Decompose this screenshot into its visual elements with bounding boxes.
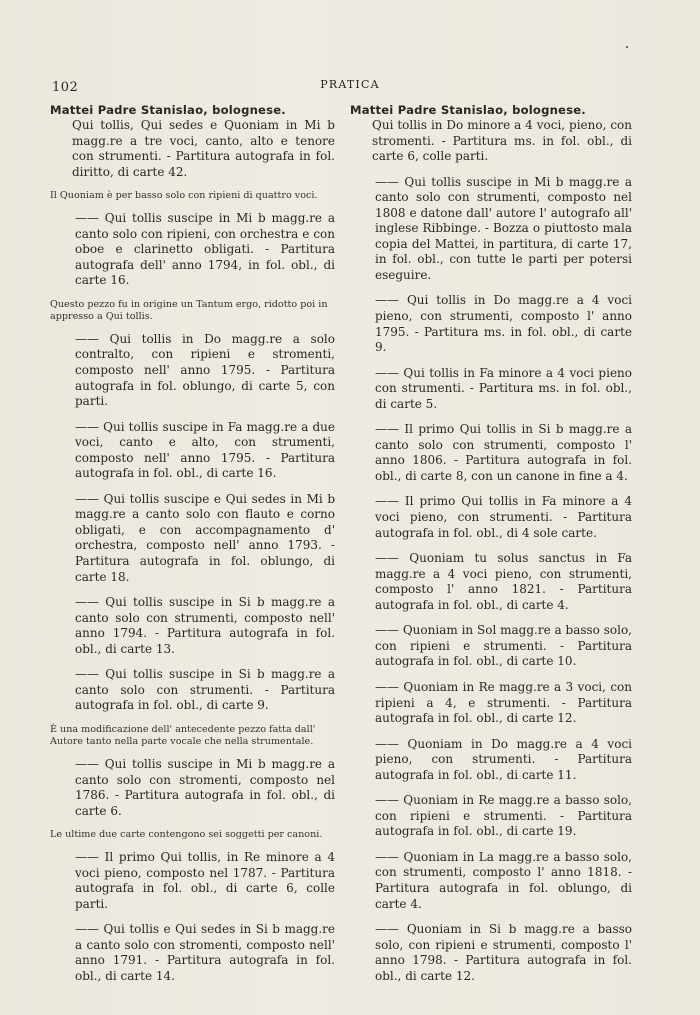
- catalog-entry: [50, 922, 335, 984]
- entry-text: —— Quoniam in Sol magg.re a basso solo, con ripieni e strumenti. - Partitura autografa in fol. obl., di carte 10.: [375, 623, 632, 669]
- catalog-entry: [350, 175, 632, 284]
- right-entry-list: [350, 175, 632, 985]
- entry-text: —— Qui tollis in Do magg.re a solo contralto, con ripieni e stromenti, composto nell' anno 1795. - Partitura autografa in fol. oblungo, di carte 5, con parti.: [75, 331, 335, 409]
- catalog-entry: [50, 757, 335, 819]
- catalog-entry: [350, 623, 632, 670]
- catalog-entry: [50, 667, 335, 714]
- catalog-entry: [350, 793, 632, 840]
- left-entry-list: [50, 211, 335, 984]
- entry-text: —— Qui tollis suscipe e Qui sedes in Mi b magg.re a canto solo con flauto e corno obligati, e con accompagnamento d' orchestra, composto nell' anno 1793. - Partitura autografa in fol. oblungo, di carte 18.: [75, 491, 335, 584]
- entry-text: —— Qui tollis in Fa minore a 4 voci pieno con strumenti. - Partitura ms. in fol. obl., di carte 5.: [375, 365, 632, 411]
- catalog-entry: [50, 420, 335, 482]
- entry-text: —— Quoniam in Re magg.re a basso solo, con ripieni e strumenti. - Partitura autografa in fol. obl., di carte 19.: [375, 793, 632, 839]
- entry-note: Le ultime due carte contengono sei soggetti per canoni.: [50, 829, 323, 841]
- catalog-entry: [350, 850, 632, 912]
- page-number: 102: [52, 80, 79, 95]
- entry-text: Qui tollis in Do minore a 4 voci, pieno, con stromenti. - Partitura ms. in fol. obl., di carte 6, colle parti.: [372, 118, 632, 164]
- composer-heading: Mattei Padre Stanislao, bolognese.: [350, 103, 586, 117]
- entry-text: —— Quoniam in Si b magg.re a basso solo, con ripieni e strumenti, composto l' anno 1798. - Partitura autografa in fol. obl., di carte 12.: [375, 922, 632, 983]
- entry-text: —— Qui tollis e Qui sedes in Si b magg.re a canto solo con stromenti, composto nell' anno 1791. - Partitura autografa in fol. obl., di carte 14.: [75, 922, 335, 983]
- catalog-entry: [50, 595, 335, 657]
- catalog-entry: [350, 551, 632, 613]
- entry-text: —— Il primo Qui tollis in Si b magg.re a canto solo con strumenti, composto l' anno 1806. - Partitura autografa in fol. obl., di carte 8, con un canone in fine a 4.: [375, 422, 632, 483]
- entry-text: —— Qui tollis suscipe in Si b magg.re a canto solo con strumenti, composto nell' anno 1794. - Partitura autografa in fol. obl., di carte 13.: [75, 595, 335, 656]
- running-head: PRATICA: [320, 78, 380, 91]
- entry-text: —— Quoniam in Re magg.re a 3 voci, con ripieni a 4, e strumenti. - Partitura autografa in fol. obl., di carte 12.: [375, 679, 632, 726]
- catalog-entry: [350, 293, 632, 355]
- right-column: [350, 103, 632, 994]
- catalog-entry: [50, 492, 335, 585]
- catalog-entry: [350, 737, 632, 784]
- catalog-entry: [350, 922, 632, 984]
- entry-text: —— Quoniam in La magg.re a basso solo, con strumenti, composto l' anno 1818. - Partitura autografa in fol. oblungo, di carte 4.: [375, 849, 632, 911]
- catalog-entry: [350, 680, 632, 727]
- catalog-entry: [50, 103, 335, 180]
- catalog-entry: [50, 850, 335, 912]
- catalog-entry: [50, 211, 335, 289]
- entry-note: Il Quoniam è per basso solo con ripieni di quattro voci.: [50, 190, 318, 202]
- catalog-entry: [350, 422, 632, 484]
- entry-text: —— Quoniam in Do magg.re a 4 voci pieno, con strumenti. - Partitura autografa in fol. obl., di carte 11.: [375, 736, 632, 782]
- entry-text: Qui tollis, Qui sedes e Quoniam in Mi b magg.re a tre voci, canto, alto e tenore con strumenti. - Partitura autografa in fol. diritto, di carte 42.: [72, 118, 335, 179]
- page-speck: [626, 46, 628, 48]
- entry-text: —— Qui tollis suscipe in Mi b magg.re a canto solo con ripieni, con orchestra e con oboe e clarinetto obligati. - Partitura autografa dell' anno 1794, in fol. obl., di carte 16.: [75, 211, 335, 288]
- entry-note: Questo pezzo fu in origine un Tantum ergo, ridotto poi in appresso a Qui tollis.: [50, 298, 328, 322]
- entry-text: —— Il primo Qui tollis, in Re minore a 4 voci pieno, composto nel 1787. - Partitura autografa in fol. obl., di carte 6, colle parti.: [75, 850, 335, 911]
- catalog-entry: [350, 366, 632, 413]
- entry-text: —— Qui tollis suscipe in Si b magg.re a canto solo con strumenti. - Partitura autografa in fol. obl., di carte 9.: [75, 667, 335, 713]
- left-column: [50, 103, 335, 995]
- entry-text: —— Il primo Qui tollis in Fa minore a 4 voci pieno, con strumenti. - Partitura autografa in fol. obl., di 4 sole carte.: [375, 494, 632, 540]
- entry-text: —— Qui tollis suscipe in Fa magg.re a due voci, canto e alto, con strumenti, composto nell' anno 1795. - Partitura autografa in fol. obl., di carte 16.: [75, 419, 335, 481]
- catalog-entry: [350, 103, 632, 165]
- entry-text: —— Quoniam tu solus sanctus in Fa magg.re a 4 voci pieno, con strumenti, composto l' anno 1821. - Partitura autografa in fol. obl., di carte 4.: [375, 551, 632, 612]
- entry-text: —— Qui tollis suscipe in Mi b magg.re a canto solo con strumenti, composto nel 1808 e datone dall' autore l' autografo all' inglese Ribbinge. - Bozza o piuttosto mala copia del Mattei, in partitura, di carte 17, in fol. obl., con tutte le parti per potersi eseguire.: [375, 174, 632, 282]
- entry-text: —— Qui tollis suscipe in Mi b magg.re a canto solo con stromenti, composto nel 1786. - Partitura autografa in fol. obl., di carte 6.: [75, 756, 335, 818]
- entry-text: —— Qui tollis in Do magg.re a 4 voci pieno, con strumenti, composto l' anno 1795. - Partitura ms. in fol. obl., di carte 9.: [375, 293, 632, 355]
- composer-heading: Mattei Padre Stanislao, bolognese.: [50, 103, 286, 117]
- catalog-entry: [350, 494, 632, 541]
- catalog-entry: [50, 332, 335, 410]
- entry-note: È una modificazione dell' antecedente pezzo fatta dall' Autore tanto nella parte vocale che nella strumentale.: [50, 723, 316, 747]
